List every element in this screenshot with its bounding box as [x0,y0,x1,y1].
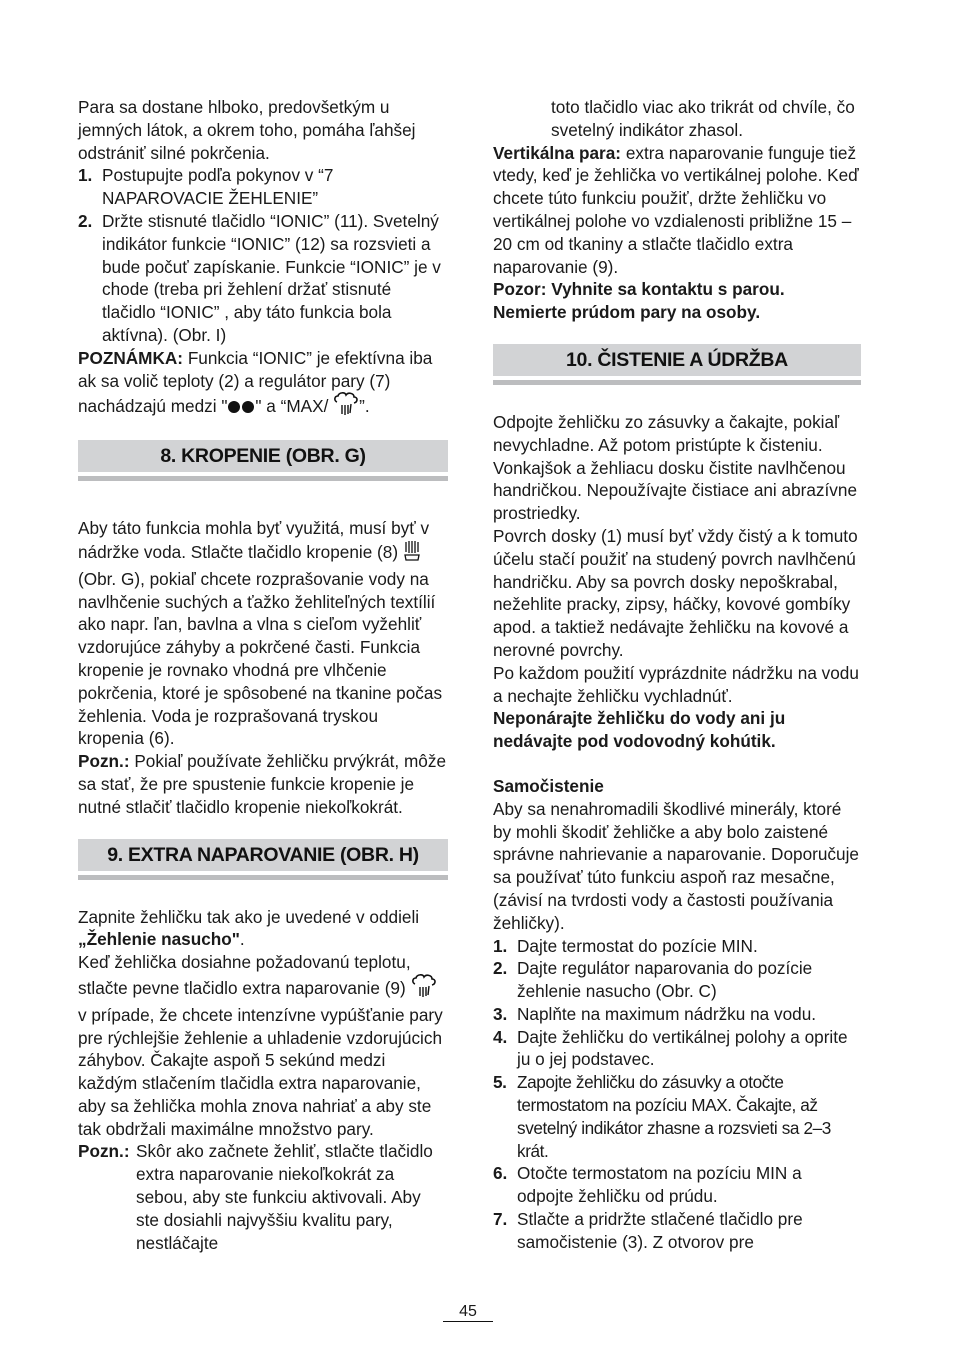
selfclean-step-2 [493,957,861,1003]
ionic-step-1 [78,164,448,210]
step-text: Dajte termostat do pozície MIN. [517,935,758,956]
step-number: 1. [78,165,93,186]
section-9-title: 9. EXTRA NAPAROVANIE (OBR. H) [78,839,448,871]
note-label: POZNÁMKA: [78,347,184,368]
step-text: Postupujte podľa pokynov v “7 NAPAROVACIE ŽEHLENIE” [102,165,334,209]
step-number: 2. [493,958,508,979]
step-text: Otočte termostatom na pozíciu MIN a odpojte žehličku od prúdu. [517,1163,802,1207]
note-text: Pokiaľ používate žehličku prvýkrát, môže sa stať, že pre spustenie funkcie kropenie je nutné stlačiť tlačidlo kropenie niekoľkokrát. [78,751,447,817]
spray-note [78,750,448,818]
note-text-b: " a “MAX/ [255,396,329,417]
left-column [78,96,448,1254]
ionic-note [78,347,448,422]
selfclean-title: Samočistenie [493,775,604,796]
extra-steam-text-a: Zapnite žehličku tak ako je uvedené v oddieli [78,906,420,927]
cleaning-p2: Vonkajšok a žehliacu dosku čistite navlhčenou handričkou. Nepoužívajte čistiace ani abrazívne prostriedky. [493,457,858,524]
selfclean-step-1 [493,935,861,958]
step-text: Zapojte žehličku do zásuvky a otočte termostatom na pozíciu MAX. Čakajte, až svetelný indikátor zhasne a rozsvieti sa 2–3 krát. [517,1072,831,1161]
section-divider [78,875,448,880]
selfclean-step-7 [493,1208,861,1254]
section-8-header [78,440,448,481]
section-divider [78,476,448,481]
spray-icon [403,540,421,568]
note-text: Skôr ako začnete žehliť, stlačte tlačidlo extra naparovanie niekoľkokrát za sebou, aby ste funkciu aktivovali. Aby ste dosiahli najvyššiu kvalitu pary, nestláčajte [136,1141,433,1253]
ionic-intro: Para sa dostane hlboko, predovšetkým u jemných látok, a okrem toho, pomáha ľahšej odstrániť silné pokrčenia. [78,97,416,163]
page-number: 45 [459,1303,477,1320]
selfclean-step-5 [493,1071,861,1162]
spray-text-a: Aby táto funkcia mohla byť využitá, musí byť v nádržke voda. Stlačte tlačidlo kropenie (8) [78,518,430,562]
dot-icon [228,401,240,413]
note-label: Pozn.: [78,1141,130,1162]
extra-steam-text [78,906,448,1141]
step-text: Dajte žehličku do vertikálnej polohy a oprite ju o jej podstavec. [517,1026,848,1070]
step-text: Stlačte a pridržte stlačené tlačidlo pre samočistenie (3). Z otvorov pre [517,1209,803,1252]
step-number: 1. [493,935,508,956]
page-number-underline [443,1321,493,1322]
step-number: 5. [493,1072,507,1093]
steam-warning: Pozor: Vyhnite sa kontaktu s parou. Nemierte prúdom pary na osoby. [493,279,785,323]
spray-text-b: (Obr. G), pokiaľ chcete rozprašovanie vody na navlhčenie suchých a ťažko žehliteľných textílií ako napr. ľan, bavlna a vlna s cieľom vyžehliť vzdorujúce záhyby a pokrčené časti. Funkcia kropenie je rovnako vhodná pre vlhčenie pokrčenia, ktoré je spôsobené na tkanine počas žehlenia. Voda je rozprašovaná tryskou kropenia (6). [78,568,443,749]
selfclean-intro: Aby sa nenahromadili škodlivé minerály, ktoré by mohli škodiť žehličke a aby bolo zaistené správne nahrievanie a naparovanie. Doporučuje sa používať túto funkciu aspoň raz mesačne, (závisí na tvrdosti vody a častosti používania žehličky). [493,798,859,933]
cleaning-p1: Odpojte žehličku zo zásuvky a čakajte, pokiaľ nevychladne. Až potom pristúpte k čisteniu. [493,411,840,455]
ionic-step-2 [78,210,448,347]
right-column [493,96,861,1254]
step-number: 2. [78,210,93,231]
vertical-steam-text [493,142,861,279]
cleaning-warning: Neponárajte žehličku do vody ani ju nedávajte pod vodovodný kohútik. [493,708,786,752]
section-10-header [493,344,861,385]
vertical-steam-body: extra naparovanie funguje tiež vtedy, keď je žehlička vo vertikálnej polohe. Keď chcete túto funkciu použiť, držte žehličku vo vertikálnej polohe vo vzdialenosti približne 15 –20 cm od tkaniny a stlačte tlačidlo extra naparovanie (9). [493,142,859,277]
extra-steam-text-b: . [239,929,245,950]
selfclean-step-6 [493,1162,861,1208]
note-text-a: Funkcia “IONIC” je efektívna iba ak sa volič teploty (2) a regulátor pary (7) nachádzajú medzi " [78,347,433,417]
step-number: 7. [493,1209,508,1230]
section-divider [493,380,861,385]
section-8-title: 8. KROPENIE (OBR. G) [78,440,448,472]
extra-steam-text-d: v prípade, že chcete intenzívne vypúšťanie pary pre rýchlejšie žehlenie a uhladenie vzdorujúcich záhybov. Čakajte aspoň 5 sekúnd medzi každým stlačením tlačidla extra naparovanie, aby sa žehlička mohla znova nahriať a aby ste tak obdržali maximálne množstvo pary. [78,1004,443,1139]
vertical-steam-label: Vertikálna para: [493,142,622,163]
cleaning-p3: Povrch dosky (1) musí byť vždy čistý a k tomuto účelu stačí použiť na studený povrch navlhčenú handričku. Aby sa povrch dosky nepoškrabal, nežehlite pracky, zipsy, háčky, kovové gombíky apod. a taktiež nedávajte žehličku na kovové a nerovné povrchy. [493,525,858,660]
step-text: Naplňte na maximum nádržku na vodu. [517,1003,817,1024]
step-text: Dajte regulátor naparovania do pozície žehlenie nasucho (Obr. C) [517,958,813,1002]
cleaning-p4: Po každom použití vyprázdnite nádržku na vodu a nechajte žehličku vychladnúť. [493,662,859,706]
step-number: 6. [493,1163,508,1184]
section-10-title: 10. ČISTENIE A ÚDRŽBA [493,344,861,376]
selfclean-step-3 [493,1003,861,1026]
steam-burst-icon [411,974,437,1004]
step-number: 4. [493,1026,508,1047]
note-text-c: ”. [359,396,370,417]
note-label: Pozn.: [78,751,130,772]
continued-text: toto tlačidlo viac ako trikrát od chvíle, čo svetelný indikátor zhasol. [551,97,855,140]
extra-steam-text-c: Keď žehlička dosiahne požadovanú teplotu, stlačte pevne tlačidlo extra naparovanie (9) [78,952,411,998]
selfclean-step-4 [493,1026,861,1072]
dot-icon [242,401,254,413]
step-number: 3. [493,1003,508,1024]
extra-steam-note [78,1140,448,1254]
extra-steam-bold: „Žehlenie nasucho" [78,929,240,950]
section-9-header [78,839,448,880]
step-text: Držte stisnuté tlačidlo “IONIC” (11). Svetelný indikátor funkcie “IONIC” (12) sa rozsvieti a bude počuť zapískanie. Funkcie “IONIC” je v chode (treba pri žehlení držať stisnuté tlačidlo “IONIC” , aby táto funkcia bola aktívna). (Obr. I) [102,210,441,345]
spray-text [78,517,448,750]
steam-burst-icon [333,392,359,422]
